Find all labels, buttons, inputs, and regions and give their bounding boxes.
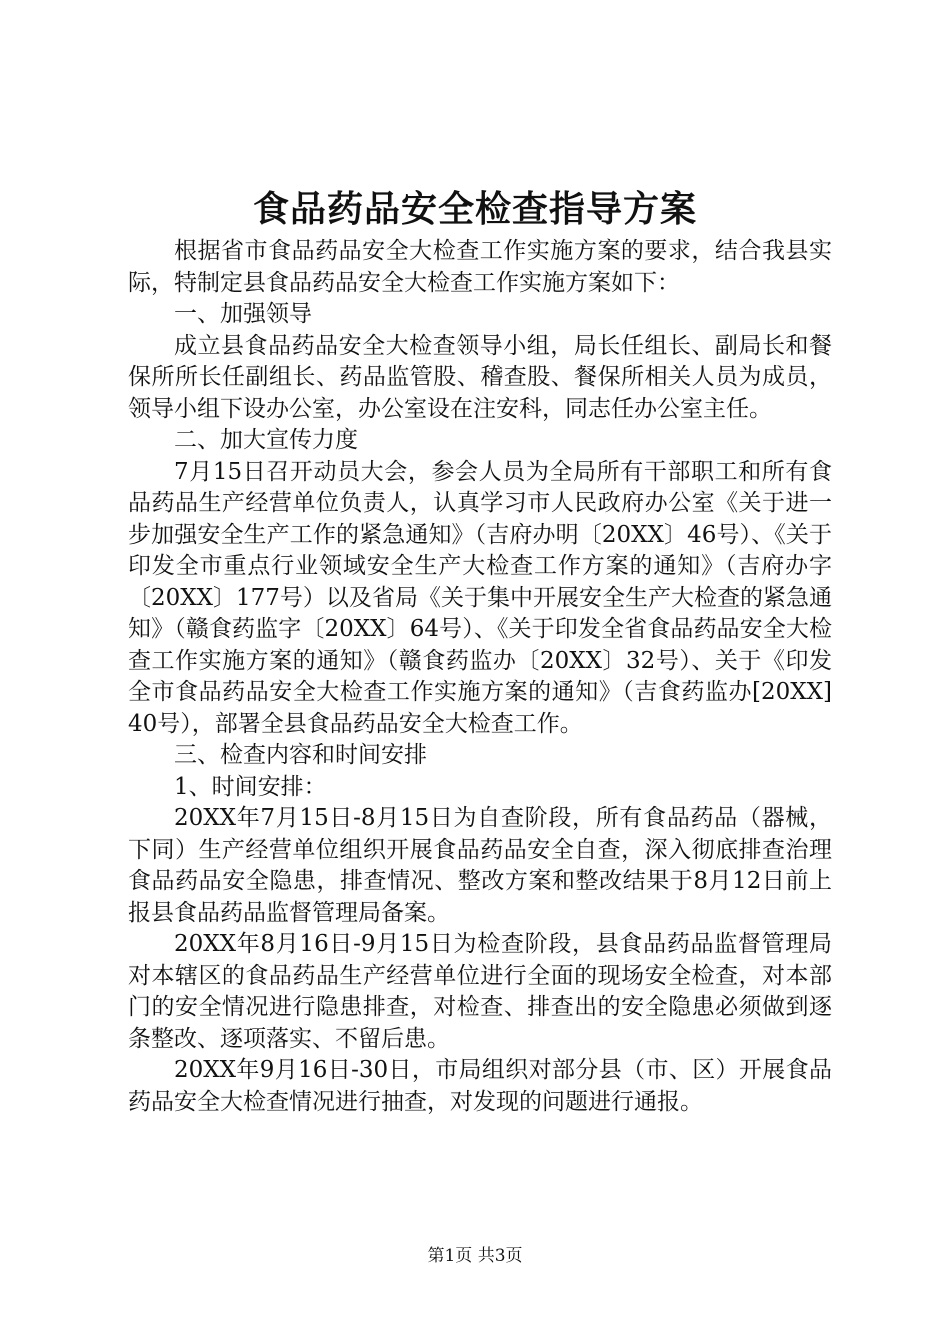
page-number-footer: 第1页 共3页	[427, 1246, 523, 1266]
subsection-heading-schedule: 1、时间安排：	[174, 773, 327, 800]
intro-paragraph: 根据省市食品药品安全大检查工作实施方案的要求，结合我县实际，特制定县食品药品安全大检查工作实施方案如下：	[128, 238, 832, 296]
schedule-paragraph-spot-check: 20XX年9月16日-30日，市局组织对部分县（市、区）开展食品药品安全大检查情况进行抽查，对发现的问题进行通报。	[128, 1057, 832, 1115]
section-heading-leadership: 一、加强领导	[174, 301, 312, 327]
section-body-publicity: 7月15日召开动员大会，参会人员为全局所有干部职工和所有食品药品生产经营单位负责人，认真学习市人民政府办公室《关于进一步加强安全生产工作的紧急通知》（吉府办明〔20XX〕46号）、《关于印发全市重点行业领域安全生产大检查工作方案的通知》（吉府办字〔20XX〕177号）以及省局《关于集中开展安全生产大检查的紧急通知》（赣食药监字〔20XX〕64号）、《关于印发全省食品药品安全大检查工作实施方案的通知》（赣食药监办〔20XX〕32号）、关于《印发全市食品药品安全大检查工作实施方案的通知》（吉食药监办[20XX]40号），部署全县食品药品安全大检查工作。	[128, 458, 832, 737]
section-heading-publicity: 二、加大宣传力度	[174, 427, 358, 453]
section-heading-inspection: 三、检查内容和时间安排	[174, 742, 427, 768]
schedule-paragraph-self-check: 20XX年7月15日-8月15日为自查阶段，所有食品药品（器械，下同）生产经营单位组织开展食品药品安全自查，深入彻底排查治理食品药品安全隐患，排查情况、整改方案和整改结果于8月12日前上报县食品药品监督管理局备案。	[128, 805, 832, 926]
document-title: 食品药品安全检查指导方案	[252, 188, 697, 230]
section-body-leadership: 成立县食品药品安全大检查领导小组，局长任组长、副局长和餐保所所长任副组长、药品监管股、稽查股、餐保所相关人员为成员，领导小组下设办公室，办公室设在注安科，同志任办公室主任。	[128, 332, 832, 422]
schedule-paragraph-inspection: 20XX年8月16日-9月15日为检查阶段，县食品药品监督管理局对本辖区的食品药品生产经营单位进行全面的现场安全检查，对本部门的安全情况进行隐患排查，对检查、排查出的安全隐患必须做到逐条整改、逐项落实、不留后患。	[128, 931, 832, 1052]
document-body	[128, 236, 832, 1118]
